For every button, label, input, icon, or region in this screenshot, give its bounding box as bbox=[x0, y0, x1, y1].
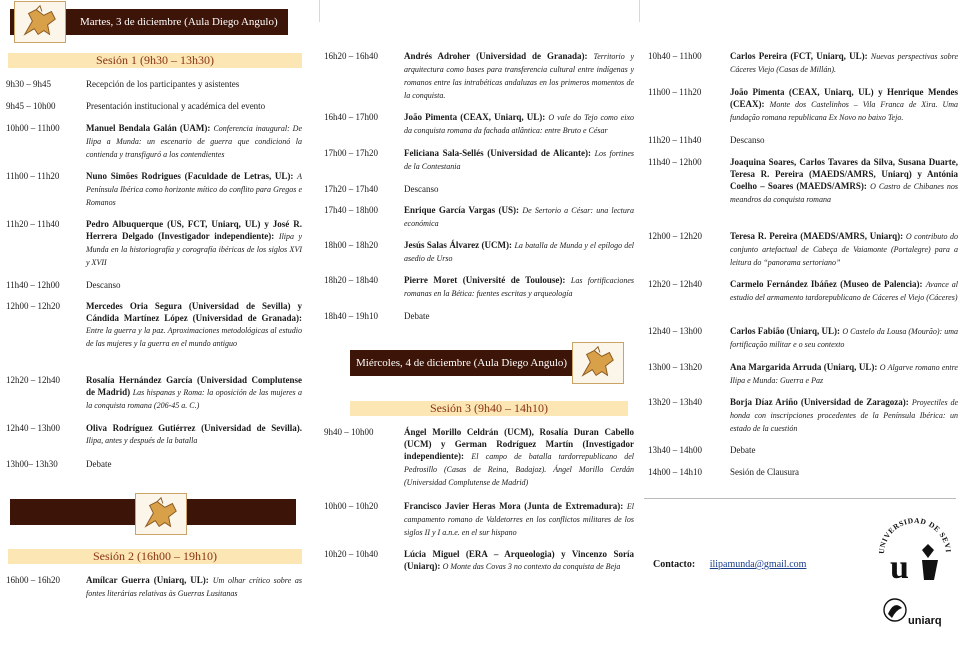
horse-emblem-icon bbox=[572, 342, 624, 384]
divider bbox=[644, 498, 956, 499]
session-2-header: Sesión 2 (16h00 – 19h10) bbox=[8, 549, 302, 564]
day-title: Miércoles, 4 de diciembre (Aula Diego Angulo) bbox=[356, 357, 568, 369]
contact-email-link[interactable]: ilipamunda@gmail.com bbox=[709, 559, 807, 570]
horse-emblem-icon bbox=[135, 493, 187, 535]
decorative-banner bbox=[10, 499, 296, 525]
universidad-sevilla-logo bbox=[876, 508, 954, 590]
column-3: 10h40 – 11h00 Carlos Pereira (FCT, Uniarq, UL): Nuevas perspectivas sobre Cáceres Viejo (Casas de Millán). 11h00 – 11h20 João Pimenta (CEAX, Uniarq, UL) y Henrique Mendes (CEAX): Monte dos Castelinhos – Vila Franca de Xira. Uma fundação romana republicana Ex Novo no baixo Tejo. 11h20 – 11h40 Descanso 11h40 – 12h00 Joaquina Soares, Carlos Tavares da Silva, Susana Duarte, Teresa R. Pereira (MAEDS/AMRS, Uniarq) y Antónia Coelho – Soares (MAEDS/AMRS): O Castro de Chibanes nos meandros da conquista romana 12h00 – 12h20 Teresa R. Pereira (MAEDS/AMRS, Uniarq): O contributo do conjunto artefactual de Cabeça de Vaiamonte (Portalegre) para a leitura do “panorama sertoriano” 12h20 – 12h40 Carmelo Fernández Ibáñez (Museo de Palencia): Avance al estudio del armamento tardorepublicano de Cáceres el Viejo (Cáceres) 12h40 – 13h00 Carlos Fabião (Uniarq, UL): O Castelo da Lousa (Mourão): uma fortificação militar e o seu contexto 13h00 – 13h20 Ana Margarida Arruda (Uniarq, UL): O Algarve romano entre Ilipa e Munda: Guerra e Paz 13h20 – 13h40 Borja Díaz Ariño (Universidad de Zaragoza): Proyectiles de honda con inscripciones procedentes de la Península Ibérica: un estado de la cuestión 13h40 – 14h00 Debate 14h00 – 14h10 Sesión de Clausura Contacto: ilipamunda@gmail.com UNIVERSIDAD DE SEVI u uniarq bbox=[640, 0, 960, 651]
horse-emblem-icon bbox=[14, 1, 66, 43]
uniarq-logo bbox=[882, 594, 942, 630]
svg-text:UNIVERSIDAD DE SEVILLA: UNIVERSIDAD DE SEVI bbox=[876, 515, 954, 555]
column-1: Martes, 3 de diciembre (Aula Diego Angulo) Sesión 1 (9h30 – 13h30) 9h30 – 9h45 Recepción de los participantes y asistentes 9h45 – 10h00 Presentación institucional y académica del evento 10h00 – 11h00 Manuel Bendala Galán (UAM): Conferencia inaugural: De Ilipa a Munda: un escenario de guerra que condicionó la contienda y transfiguró a los contendientes 11h00 – 11h20 Nuno Simões Rodrigues (Faculdade de Letras, UL): A Península Ibérica como horizonte mítico do conflito para Gregos e Romanos 11h20 – 11h40 Pedro Albuquerque (US, FCT, Uniarq, UL) y José R. Herrera Delgado (Investigador independiente): Ilipa y Munda en la historiografía y corografía ibéricas de los siglos XVI y XVII 11h40 – 12h00 Descanso 12h00 – 12h20 Mercedes Oria Segura (Universidad de Sevilla) y Cándida Martínez López (Universidad de Granada): Entre la guerra y la paz. Aproximaciones metodológicas al estudio de las mujeres y la guerra en el mundo antiguo 12h20 – 12h40 Rosalía Hernández García (Universidad Complutense de Madrid) Las hispanas y Roma: la oposición de las mujeres a la conquista romana (206-45 a. C.) 12h40 – 13h00 Oliva Rodríguez Gutiérrez (Universidad de Sevilla). Ilipa, antes y después de la batalla 13h00– 13h30 Debate Sesión 2 (16h00 – 19h10) 16h00 – 16h20 Amílcar Guerra (Uniarq, UL): Um olhar crítico sobre as fontes literárias relativas às Guerras Lusitanas bbox=[0, 0, 318, 651]
svg-text:uniarq: uniarq bbox=[908, 615, 942, 627]
day-title: Martes, 3 de diciembre (Aula Diego Angulo) bbox=[80, 16, 278, 28]
contact-line bbox=[653, 559, 806, 570]
session-1-header: Sesión 1 (9h30 – 13h30) bbox=[8, 53, 302, 68]
contact-label: Contacto: bbox=[653, 559, 696, 570]
day-banner-miercoles bbox=[350, 350, 624, 376]
day-banner-martes bbox=[10, 9, 288, 35]
column-2: 16h20 – 16h40 Andrés Adroher (Universidad de Granada): Territorio y arquitectura como bases para transferencia cultural entre indígenas y romanos entre las intrabéticas andaluzas en los primeros momentos de la conquista. 16h40 – 17h00 João Pimenta (CEAX, Uniarq, UL): O vale do Tejo como eixo da conquista romana da fachada atlântica: entre Bruto e César 17h00 – 17h20 Feliciana Sala-Sellés (Universidad de Alicante): Los fortines de la Contestania 17h20 – 17h40 Descanso 17h40 – 18h00 Enrique García Vargas (US): De Sertorio a César: una lectura económica 18h00 – 18h20 Jesús Salas Álvarez (UCM): La batalla de Munda y el epílogo del asedio de Urso 18h20 – 18h40 Pierre Moret (Université de Toulouse): Las fortificaciones romanas en la Bética: fuentes escritas y arqueología 18h40 – 19h10 Debate Miércoles, 4 de diciembre (Aula Diego Angulo) Sesión 3 (9h40 – 14h10) 9h40 – 10h00 Ángel Morillo Celdrán (UCM), Rosalía Duran Cabello (UCM) y German Rodríguez Martín (Investigador independiente): El campo de batalla tardorrepublicano del Pedrosillo (Casas de Reina, Badajoz). Ángel Morillo Cerdán (Universidad Complutense de Madrid) 10h00 – 10h20 Francisco Javier Heras Mora (Junta de Extremadura): El campamento romano de Valdetorres en los conflictos militares de los siglos II y I a.n.e. en el sur hispano 10h20 – 10h40 Lúcia Miguel (ERA – Arqueologia) y Vincenzo Soría (Uniarq): O Monte das Covas 3 no contexto da conquista de Beja bbox=[324, 51, 635, 571]
session-3-header: Sesión 3 (9h40 – 14h10) bbox=[350, 401, 628, 416]
svg-text:u: u bbox=[890, 549, 909, 586]
